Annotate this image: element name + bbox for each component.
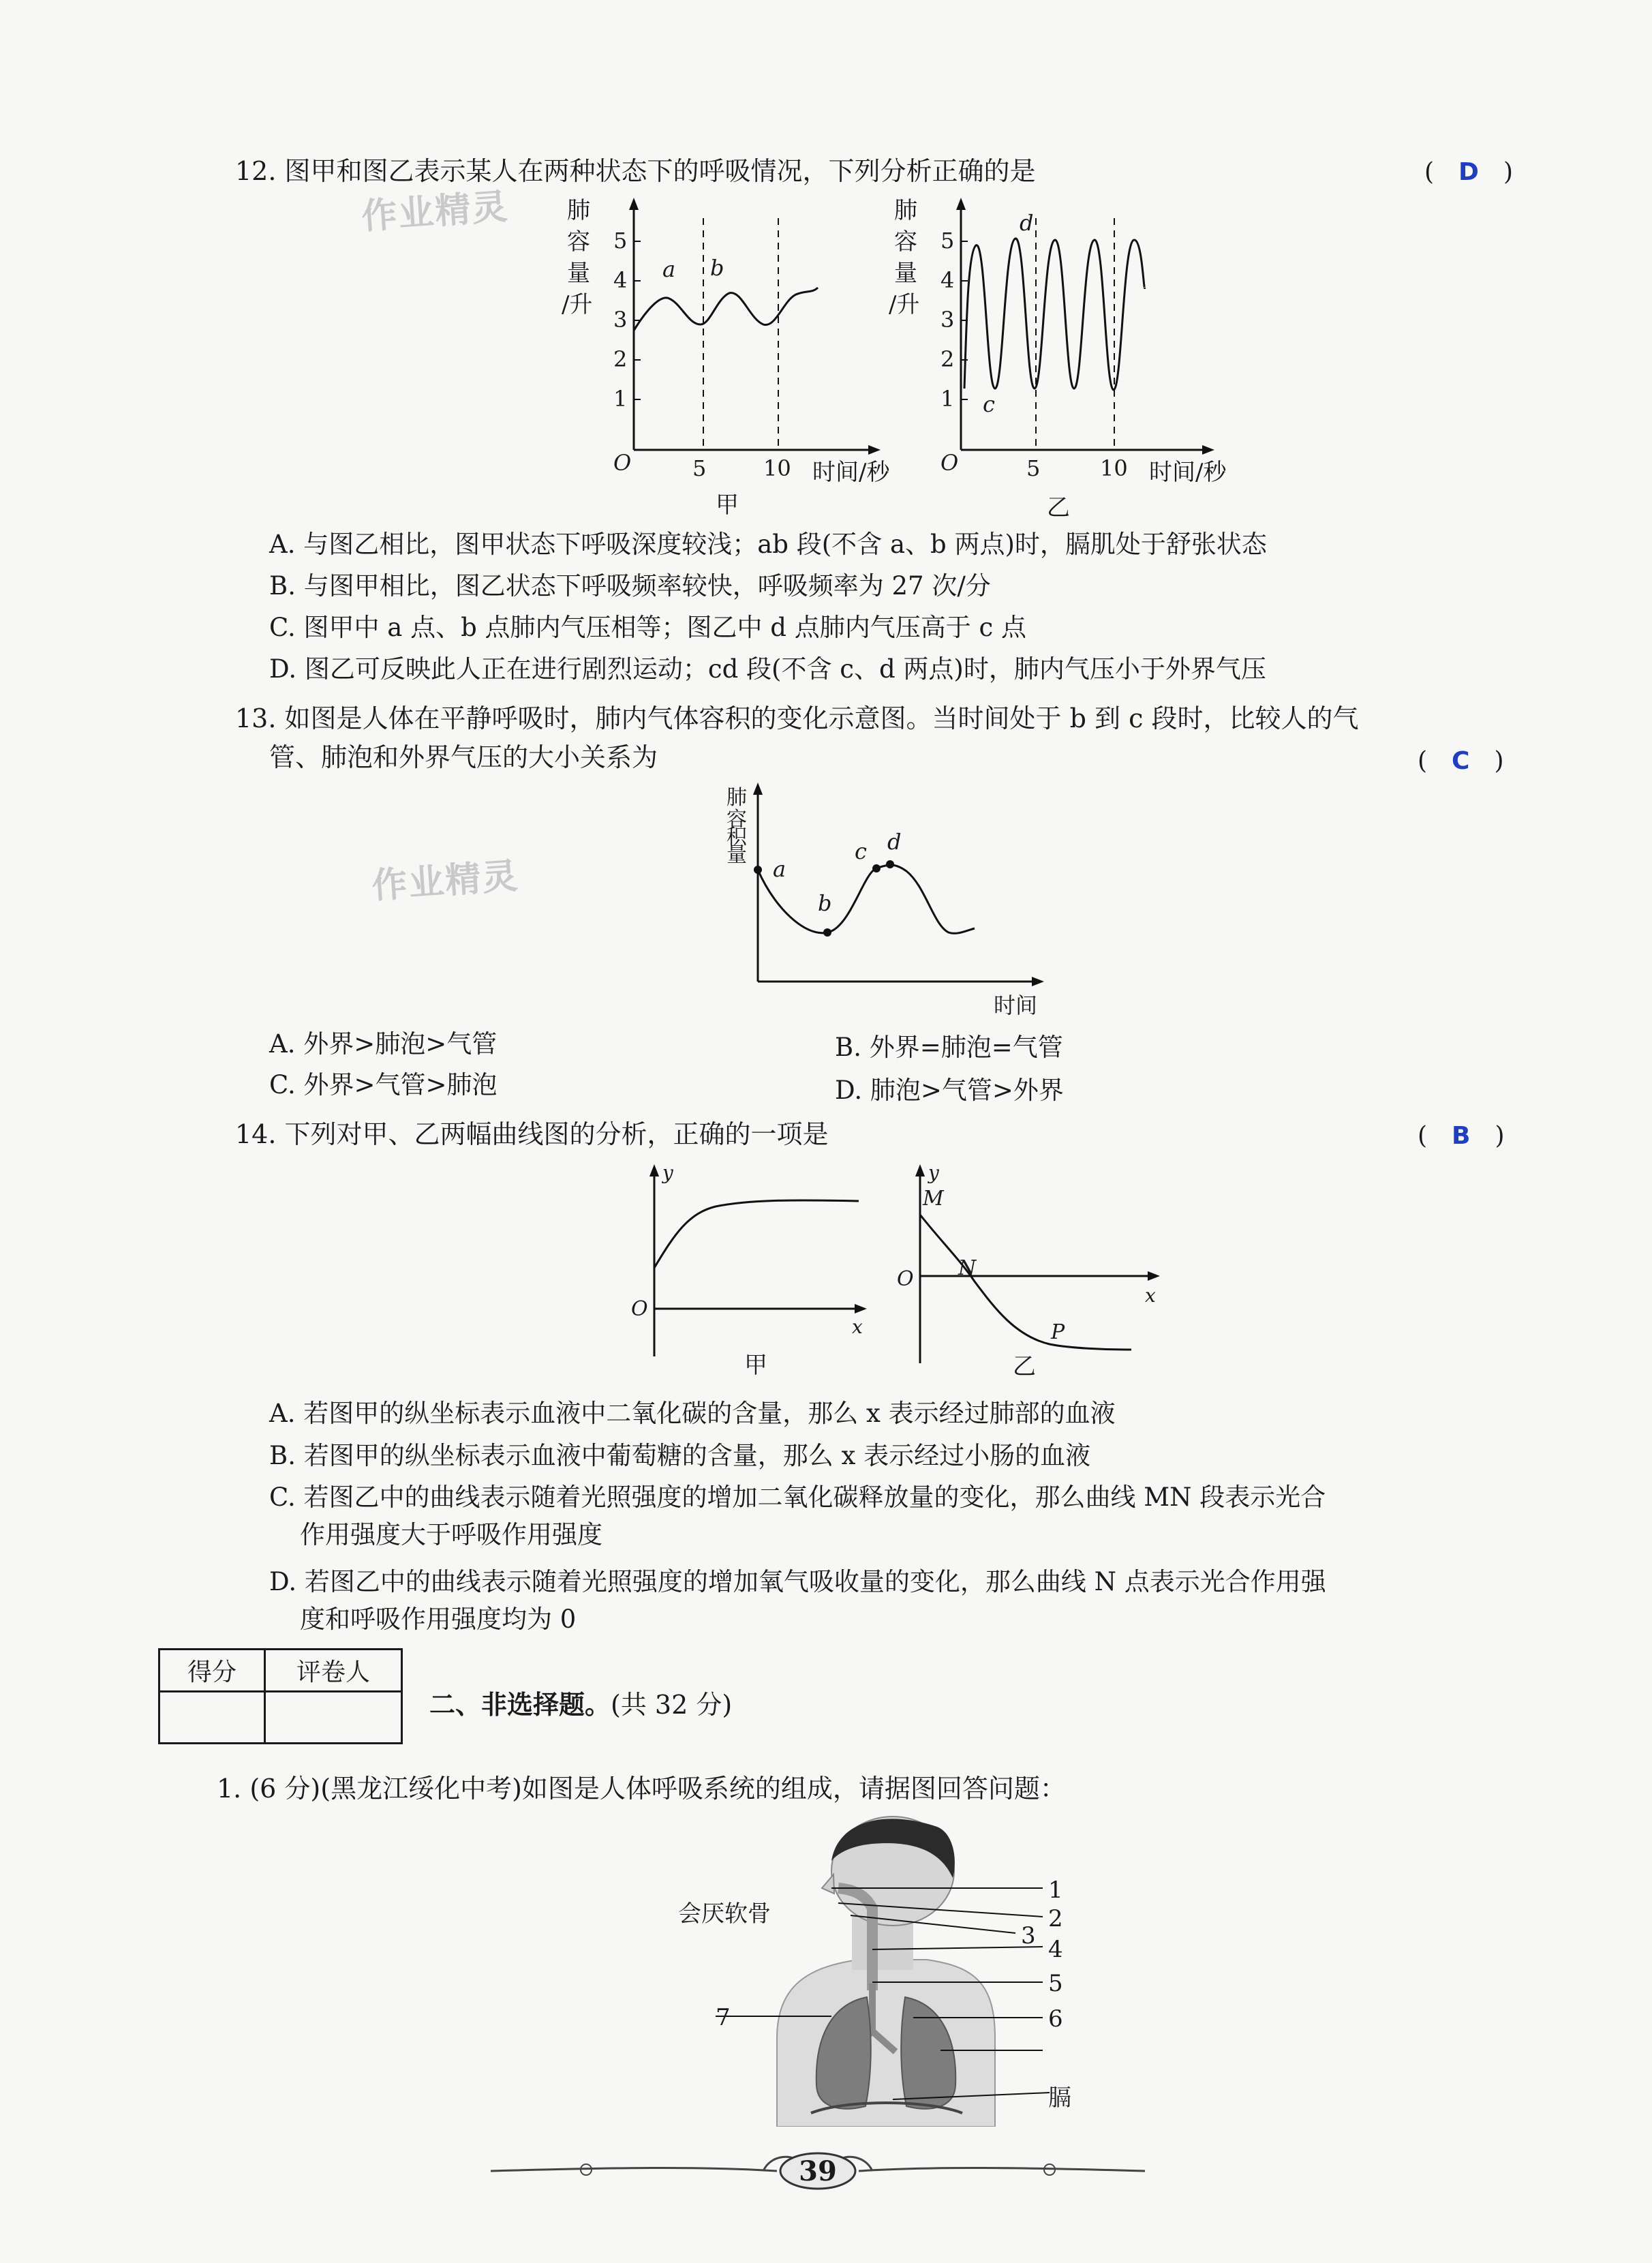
watermark-1: 作业精灵	[360, 186, 510, 238]
svg-text:量: 量	[567, 260, 590, 287]
q13-stem-line1: 13. 如图是人体在平静呼吸时，肺内气体容积的变化示意图。当时间处于 b 到 c 段时，比较人的气	[235, 703, 1359, 733]
svg-text:5: 5	[1026, 455, 1041, 481]
q12-a-curve	[634, 288, 818, 331]
q12-chart-b-ylabel	[889, 197, 919, 318]
label-6: 6	[1048, 2005, 1063, 2033]
svg-text:5: 5	[940, 228, 955, 254]
svg-text:量: 量	[894, 260, 917, 287]
svg-text:容: 容	[726, 808, 747, 832]
q12-b-curve	[964, 239, 1145, 390]
q13-point-a: a	[773, 856, 786, 882]
q14-point-P: P	[1051, 1320, 1065, 1344]
label-4: 4	[1048, 1936, 1063, 1963]
svg-text:y: y	[662, 1161, 673, 1184]
label-3: 3	[1021, 1922, 1036, 1949]
q14-stem: 14. 下列对甲、乙两幅曲线图的分析，正确的一项是	[235, 1119, 829, 1149]
q13-point-d: d	[887, 829, 902, 855]
svg-text:量: 量	[726, 843, 747, 867]
q14-answer: B	[1452, 1122, 1471, 1150]
q12-a-xtick-10: 10	[763, 455, 791, 481]
q14-b-curve	[920, 1215, 1131, 1350]
q14-answer-bracket: ( B )	[1418, 1122, 1505, 1150]
q14-option-c-line1: C. 若图乙中的曲线表示随着光照强度的增加二氧化碳释放量的变化，那么曲线 MN 段表示光合	[269, 1483, 1326, 1512]
q12-answer-bracket: ( D )	[1424, 158, 1513, 186]
q13-point-c: c	[855, 838, 867, 864]
svg-text:肺: 肺	[894, 197, 917, 224]
q14-option-d-line1: D. 若图乙中的曲线表示随着光照强度的增加氧气吸收量的变化，那么曲线 N 点表示光合作用强	[269, 1567, 1326, 1596]
watermark-2: 作业精灵	[370, 855, 521, 907]
q12-b-caption: 乙	[1047, 494, 1070, 518]
page-number: 39	[799, 2155, 837, 2187]
q13-option-d: D. 肺泡>气管>外界	[835, 1076, 1064, 1105]
q14-option-a: A. 若图甲的纵坐标表示血液中二氧化碳的含量，那么 x 表示经过肺部的血液	[269, 1399, 1116, 1428]
q13-stem-line2: 管、肺泡和外界气压的大小关系为	[269, 742, 658, 772]
q12-b-point-d: d	[1020, 210, 1034, 236]
svg-text:y: y	[928, 1161, 939, 1184]
q12-chart-a-ylabel	[562, 197, 592, 318]
svg-text:2: 2	[940, 346, 955, 372]
label-2: 2	[1048, 1905, 1063, 1932]
q13-option-a: A. 外界>肺泡>气管	[269, 1029, 498, 1059]
q14-option-c-line2: 作用强度大于呼吸作用强度	[300, 1520, 602, 1549]
q13-option-b: B. 外界=肺泡=气管	[835, 1033, 1063, 1062]
q14-chart-a	[600, 1159, 886, 1384]
q14-point-M: M	[923, 1187, 944, 1211]
q14-a-caption: 甲	[744, 1352, 767, 1379]
q12-a-ytick-4: 4	[613, 267, 628, 293]
label-epiglottis: 会厌软骨	[678, 1900, 771, 1928]
q12-option-d: D. 图乙可反映此人正在进行剧烈运动；cd 段(不含 c、d 两点)时，肺内气压小于外界气压	[269, 654, 1266, 684]
svg-text:3: 3	[940, 307, 955, 333]
q14-a-curve	[654, 1200, 859, 1268]
q12-chart-a	[559, 191, 927, 518]
svg-text:肺: 肺	[567, 197, 590, 224]
q12-a-ytick-3: 3	[613, 307, 628, 333]
section2-title: 二、非选择题。	[429, 1690, 611, 1720]
q14-chart-b	[886, 1159, 1172, 1384]
svg-text:积: 积	[726, 825, 747, 849]
section2-heading	[429, 1684, 732, 1721]
label-7: 7	[716, 2004, 731, 2031]
svg-text:O: O	[897, 1267, 914, 1291]
svg-text:肺: 肺	[726, 786, 747, 810]
q12-option-c: C. 图甲中 a 点、b 点肺内气压相等；图乙中 d 点肺内气压高于 c 点	[269, 613, 1026, 642]
section2-points: (共 32 分)	[611, 1690, 733, 1720]
q12-option-a: A. 与图乙相比，图甲状态下呼吸深度较浅；ab 段(不含 a、b 两点)时，膈肌处于舒张状态	[269, 530, 1267, 559]
q12-chart-b	[886, 191, 1254, 518]
label-5: 5	[1048, 1970, 1063, 1997]
score-box	[158, 1648, 403, 1744]
q13-chart	[709, 777, 1077, 1022]
q13-answer: C	[1452, 747, 1470, 775]
q12-a-xtick-5: 5	[692, 455, 707, 481]
q13-point-b: b	[818, 890, 832, 916]
svg-text:容: 容	[894, 228, 917, 256]
respiratory-system-figure	[668, 1813, 1104, 2127]
svg-text:O: O	[631, 1297, 648, 1321]
q14-point-N: N	[958, 1256, 977, 1280]
q12-stem: 12. 图甲和图乙表示某人在两种状态下的呼吸情况，下列分析正确的是	[235, 156, 1036, 186]
svg-text:O: O	[940, 450, 959, 476]
q12-a-point-a: a	[662, 256, 676, 282]
q12-a-xlabel: 时间/秒	[812, 459, 890, 486]
q12-a-origin: O	[613, 450, 632, 476]
q12-a-ytick-5: 5	[613, 228, 628, 254]
q12-option-b: B. 与图甲相比，图乙状态下呼吸频率较快，呼吸频率为 27 次/分	[269, 571, 991, 601]
svg-text:时间/秒: 时间/秒	[1149, 459, 1227, 486]
q13-xlabel: 时间	[994, 992, 1038, 1018]
q12-b-point-c: c	[983, 391, 995, 417]
q12-a-caption: 甲	[716, 491, 739, 518]
q13-answer-bracket: ( C )	[1418, 747, 1504, 775]
svg-text:x: x	[852, 1316, 863, 1338]
svg-text:4: 4	[940, 267, 955, 293]
label-diaphragm: 膈	[1048, 2084, 1071, 2112]
score-header: 得分	[159, 1650, 265, 1692]
q12-a-ytick-1: 1	[613, 386, 628, 412]
svg-text:/升: /升	[889, 291, 920, 318]
q13-option-c: C. 外界>气管>肺泡	[269, 1070, 498, 1099]
label-1: 1	[1048, 1877, 1063, 1904]
q14-b-caption: 乙	[1013, 1353, 1036, 1380]
q12-answer: D	[1458, 158, 1479, 186]
svg-text:容: 容	[567, 228, 590, 256]
svg-text:10: 10	[1100, 455, 1128, 481]
q14-option-b: B. 若图甲的纵坐标表示血液中葡萄糖的含量，那么 x 表示经过小肠的血液	[269, 1441, 1091, 1470]
svg-text:/升: /升	[562, 291, 593, 318]
q14-option-d-line2: 度和呼吸作用强度均为 0	[300, 1605, 577, 1634]
svg-text:1: 1	[940, 386, 955, 412]
q13-curve	[758, 865, 975, 933]
svg-text:x: x	[1145, 1284, 1156, 1307]
grader-cell	[265, 1692, 402, 1744]
q12-a-ytick-2: 2	[613, 346, 628, 372]
q12-a-point-b: b	[710, 255, 724, 281]
score-cell	[159, 1692, 265, 1744]
q13-chart-ylabel	[726, 786, 748, 867]
grader-header: 评卷人	[265, 1650, 402, 1692]
q1-stem: 1. (6 分)(黑龙江绥化中考)如图是人体呼吸系统的组成，请据图回答问题：	[217, 1774, 1066, 1804]
